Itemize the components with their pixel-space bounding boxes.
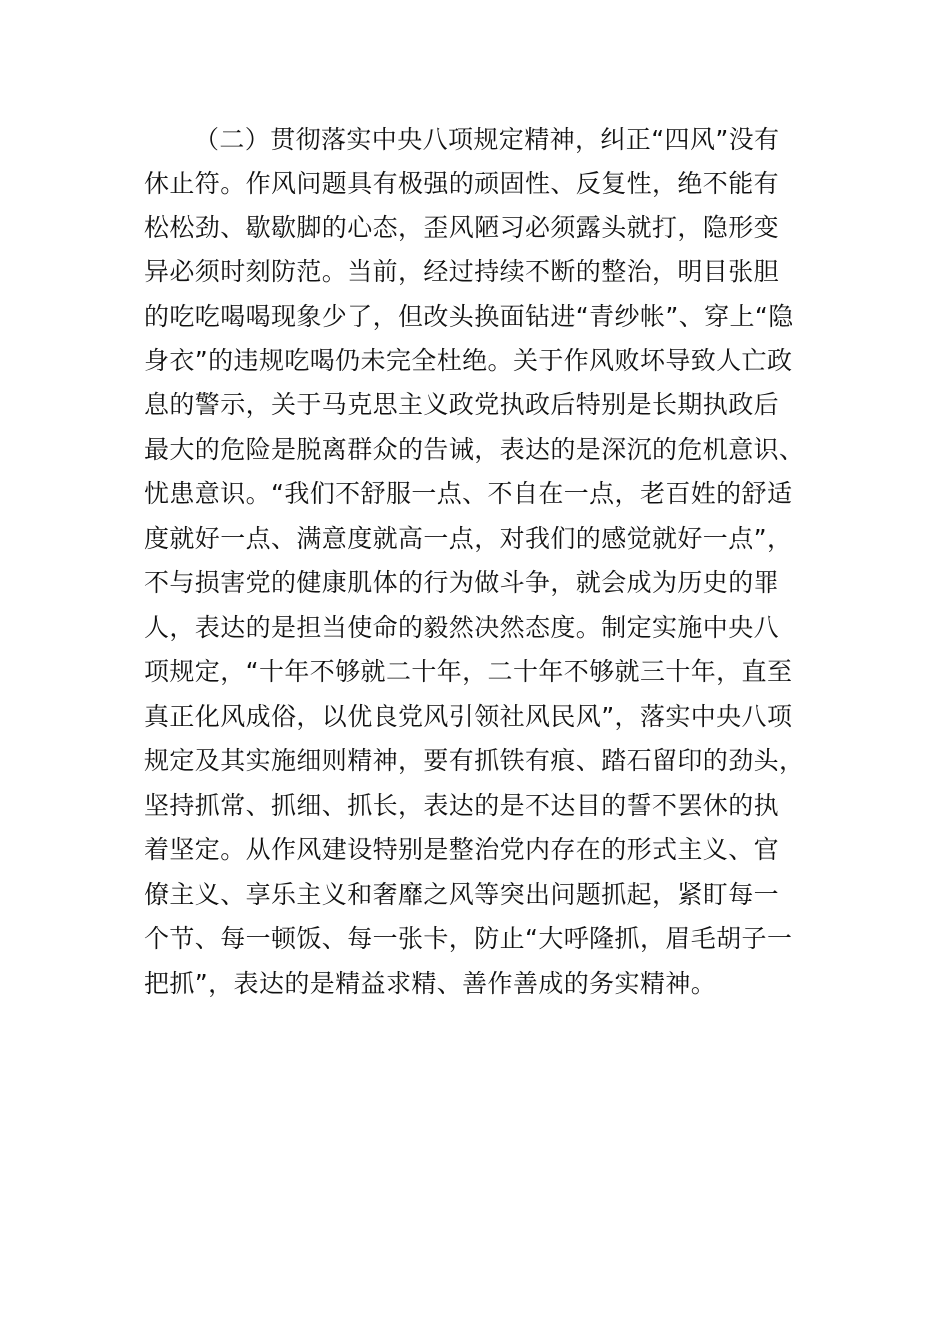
paragraph-line: 身衣”的违规吃喝仍未完全杜绝。关于作风败坏导致人亡政 — [144, 346, 793, 375]
paragraph-line: 最大的危险是脱离群众的告诫，表达的是深沉的危机意识、 — [144, 435, 805, 464]
paragraph-line: 异必须时刻防范。当前，经过持续不断的整治，明目张胆 — [144, 257, 780, 286]
paragraph-line: 项规定，“十年不够就二十年，二十年不够就三十年，直至 — [144, 657, 793, 686]
paragraph-line: 不与损害党的健康肌体的行为做斗争，就会成为历史的罪 — [144, 568, 780, 597]
paragraph-line: 松松劲、歇歇脚的心态，歪风陋习必须露头就打，隐形变 — [144, 213, 780, 242]
paragraph-line: 真正化风成俗，以优良党风引领社风民风”，落实中央八项 — [144, 702, 793, 731]
paragraph-line: 个节、每一顿饭、每一张卡，防止“大呼隆抓，眉毛胡子一 — [144, 924, 793, 953]
paragraph-line: 度就好一点、满意度就高一点，对我们的感觉就好一点”， — [144, 524, 793, 553]
paragraph-line: 僚主义、享乐主义和奢靡之风等突出问题抓起，紧盯每一 — [144, 880, 780, 909]
paragraph-line: 忧患意识。“我们不舒服一点、不自在一点，老百姓的舒适 — [144, 479, 793, 508]
paragraph-line: 的吃吃喝喝现象少了，但改头换面钻进“青纱帐”、穿上“隐 — [144, 302, 794, 331]
paragraph-line: 把抓”，表达的是精益求精、善作善成的务实精神。 — [144, 969, 717, 998]
paragraph-line: 坚持抓常、抓细、抓长，表达的是不达目的誓不罢休的执 — [144, 791, 780, 820]
paragraph-line: 息的警示，关于马克思主义政党执政后特别是长期执政后 — [144, 390, 780, 419]
paragraph-line: （二）贯彻落实中央八项规定精神，纠正“四风”没有 — [194, 125, 780, 154]
paragraph-line: 休止符。作风问题具有极强的顽固性、反复性，绝不能有 — [144, 169, 780, 198]
paragraph-line: 人，表达的是担当使命的毅然决然态度。制定实施中央八 — [144, 613, 780, 642]
paragraph-line: 着坚定。从作风建设特别是整治党内存在的形式主义、官 — [144, 835, 780, 864]
paragraph-line: 规定及其实施细则精神，要有抓铁有痕、踏石留印的劲头， — [144, 746, 805, 775]
